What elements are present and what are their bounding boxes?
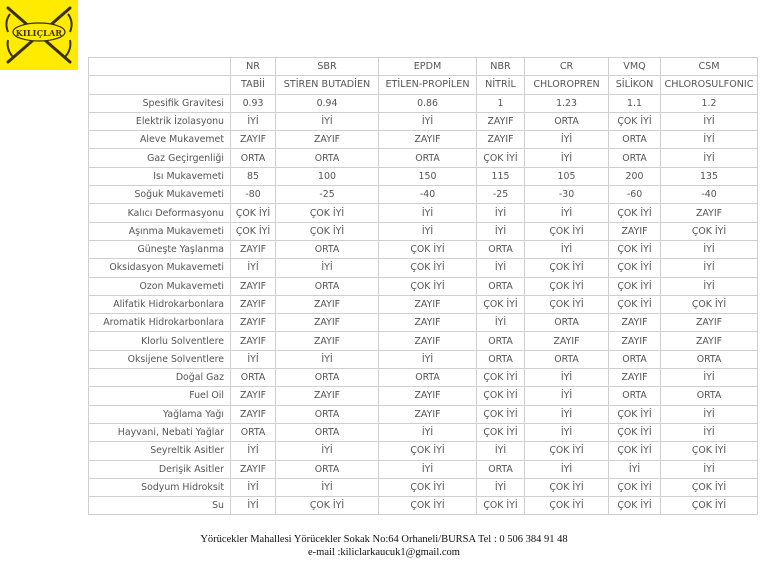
value-cell: İYİ (379, 460, 477, 478)
value-cell: İYİ (477, 314, 525, 332)
property-label: Yağlama Yağı (89, 405, 231, 423)
value-cell: ORTA (477, 277, 525, 295)
value-cell: -30 (525, 186, 609, 204)
property-label: Aromatik Hidrokarbonlara (89, 314, 231, 332)
value-cell: ORTA (231, 369, 276, 387)
header-codes-cell: NBR (477, 58, 525, 76)
value-cell: 0.86 (379, 94, 477, 112)
value-cell: İYİ (661, 369, 758, 387)
value-cell: ZAYIF (379, 387, 477, 405)
property-label: Klorlu Solventlere (89, 332, 231, 350)
table-row (89, 112, 758, 130)
value-cell: ÇOK İYİ (525, 295, 609, 313)
value-cell: ORTA (276, 240, 379, 258)
value-cell: ÇOK İYİ (609, 478, 661, 496)
value-cell: 115 (477, 167, 525, 185)
header-codes-cell: NR (231, 58, 276, 76)
table-row (89, 369, 758, 387)
value-cell: İYİ (525, 204, 609, 222)
value-cell: ORTA (661, 350, 758, 368)
property-label: Oksijene Solventlere (89, 350, 231, 368)
property-label: Seyreltik Asitler (89, 442, 231, 460)
value-cell: ÇOK İYİ (525, 442, 609, 460)
value-cell: İYİ (525, 460, 609, 478)
header-row-names (89, 76, 758, 94)
value-cell: ÇOK İYİ (609, 295, 661, 313)
value-cell: İYİ (661, 423, 758, 441)
property-label: Aleve Mukavemet (89, 131, 231, 149)
value-cell: İYİ (661, 131, 758, 149)
logo-text: KILIÇLAR (15, 28, 63, 38)
value-cell: ÇOK İYİ (477, 369, 525, 387)
value-cell: 1.2 (661, 94, 758, 112)
value-cell: ÇOK İYİ (276, 204, 379, 222)
table-row (89, 277, 758, 295)
value-cell: ÇOK İYİ (525, 277, 609, 295)
value-cell: ORTA (609, 149, 661, 167)
value-cell: ZAYIF (231, 332, 276, 350)
table-row (89, 94, 758, 112)
table-row (89, 350, 758, 368)
value-cell: 1 (477, 94, 525, 112)
header-names-cell: TABİİ (231, 76, 276, 94)
value-cell: -25 (477, 186, 525, 204)
value-cell: -60 (609, 186, 661, 204)
value-cell: ZAYIF (525, 332, 609, 350)
property-label: Doğal Gaz (89, 369, 231, 387)
value-cell: ZAYIF (661, 332, 758, 350)
value-cell: ÇOK İYİ (379, 277, 477, 295)
value-cell: ZAYIF (379, 405, 477, 423)
value-cell: ZAYIF (231, 314, 276, 332)
property-label: Ozon Mukavemeti (89, 277, 231, 295)
value-cell: ÇOK İYİ (477, 405, 525, 423)
table-row (89, 460, 758, 478)
table-row (89, 131, 758, 149)
value-cell: İYİ (231, 478, 276, 496)
value-cell: ZAYIF (231, 277, 276, 295)
table-row (89, 405, 758, 423)
value-cell: ÇOK İYİ (379, 442, 477, 460)
value-cell: İYİ (379, 204, 477, 222)
value-cell: İYİ (525, 131, 609, 149)
value-cell: -25 (276, 186, 379, 204)
header-corner-cell (89, 58, 231, 76)
value-cell: ZAYIF (231, 460, 276, 478)
value-cell: ORTA (276, 149, 379, 167)
value-cell: ZAYIF (231, 387, 276, 405)
table-row (89, 222, 758, 240)
property-label: Gaz Geçirgenliği (89, 149, 231, 167)
value-cell: ZAYIF (609, 332, 661, 350)
value-cell: ZAYIF (231, 405, 276, 423)
value-cell: İYİ (609, 460, 661, 478)
value-cell: ZAYIF (661, 204, 758, 222)
value-cell: ORTA (276, 405, 379, 423)
table-row (89, 332, 758, 350)
value-cell: ORTA (609, 350, 661, 368)
value-cell: ÇOK İYİ (477, 295, 525, 313)
value-cell: ÇOK İYİ (609, 442, 661, 460)
footer-email: e-mail :kiliclarkaucuk1@gmail.com (308, 547, 460, 558)
value-cell: ÇOK İYİ (609, 259, 661, 277)
header-row-codes (89, 58, 758, 76)
value-cell: ORTA (661, 387, 758, 405)
value-cell: ORTA (231, 423, 276, 441)
value-cell: ZAYIF (379, 332, 477, 350)
header-names-cell: CHLOROSULFONIC (661, 76, 758, 94)
table-row (89, 442, 758, 460)
header-codes-cell: VMQ (609, 58, 661, 76)
value-cell: -80 (231, 186, 276, 204)
value-cell: İYİ (477, 478, 525, 496)
value-cell: İYİ (231, 259, 276, 277)
value-cell: ORTA (379, 149, 477, 167)
table-row (89, 478, 758, 496)
value-cell: İYİ (525, 369, 609, 387)
value-cell: ORTA (477, 350, 525, 368)
value-cell: ZAYIF (609, 369, 661, 387)
value-cell: ÇOK İYİ (477, 423, 525, 441)
rubber-properties-table (88, 57, 758, 515)
value-cell: İYİ (276, 350, 379, 368)
value-cell: ÇOK İYİ (609, 240, 661, 258)
value-cell: ORTA (525, 112, 609, 130)
value-cell: ÇOK İYİ (525, 497, 609, 515)
value-cell: ZAYIF (379, 314, 477, 332)
value-cell: ORTA (609, 387, 661, 405)
property-label: Su (89, 497, 231, 515)
value-cell: ÇOK İYİ (661, 442, 758, 460)
value-cell: ORTA (525, 350, 609, 368)
value-cell: ORTA (379, 369, 477, 387)
value-cell: ORTA (609, 131, 661, 149)
property-label: Aşınma Mukavemeti (89, 222, 231, 240)
property-label: Oksidasyon Mukavemeti (89, 259, 231, 277)
value-cell: ÇOK İYİ (661, 497, 758, 515)
value-cell: ORTA (477, 240, 525, 258)
value-cell: ÇOK İYİ (609, 423, 661, 441)
property-label: Derişik Asitler (89, 460, 231, 478)
value-cell: 150 (379, 167, 477, 185)
value-cell: ZAYIF (661, 314, 758, 332)
value-cell: ORTA (276, 369, 379, 387)
header-codes-cell: EPDM (379, 58, 477, 76)
value-cell: ÇOK İYİ (276, 222, 379, 240)
value-cell: ORTA (477, 460, 525, 478)
header-names-cell: NİTRİL (477, 76, 525, 94)
value-cell: 105 (525, 167, 609, 185)
property-label: Sodyum Hidroksit (89, 478, 231, 496)
property-label: Isı Mukavemeti (89, 167, 231, 185)
value-cell: İYİ (661, 277, 758, 295)
value-cell: ÇOK İYİ (661, 222, 758, 240)
table-row (89, 240, 758, 258)
value-cell: ÇOK İYİ (609, 497, 661, 515)
value-cell: 85 (231, 167, 276, 185)
value-cell: İYİ (661, 240, 758, 258)
table-row (89, 497, 758, 515)
value-cell: İYİ (525, 240, 609, 258)
value-cell: ZAYIF (379, 131, 477, 149)
value-cell: İYİ (525, 149, 609, 167)
value-cell: İYİ (477, 259, 525, 277)
property-label: Elektrik İzolasyonu (89, 112, 231, 130)
value-cell: ÇOK İYİ (379, 478, 477, 496)
value-cell: İYİ (477, 222, 525, 240)
value-cell: ZAYIF (276, 295, 379, 313)
value-cell: ÇOK İYİ (379, 497, 477, 515)
value-cell: ÇOK İYİ (231, 204, 276, 222)
value-cell: ORTA (231, 149, 276, 167)
value-cell: ÇOK İYİ (661, 478, 758, 496)
value-cell: 1.1 (609, 94, 661, 112)
value-cell: ÇOK İYİ (525, 259, 609, 277)
value-cell: İYİ (661, 460, 758, 478)
value-cell: İYİ (525, 387, 609, 405)
table-row (89, 149, 758, 167)
value-cell: İYİ (661, 112, 758, 130)
value-cell: ORTA (276, 277, 379, 295)
value-cell: İYİ (661, 149, 758, 167)
value-cell: ZAYIF (231, 131, 276, 149)
value-cell: ZAYIF (276, 314, 379, 332)
value-cell: ORTA (525, 314, 609, 332)
value-cell: ÇOK İYİ (609, 204, 661, 222)
header-corner-cell (89, 76, 231, 94)
footer-address: Yörücekler Mahallesi Yörücekler Sokak No:64 Orhaneli/BURSA Tel : 0 506 384 91 48 (200, 534, 568, 545)
value-cell: ZAYIF (379, 295, 477, 313)
value-cell: ÇOK İYİ (379, 259, 477, 277)
header-names-cell: SİLİKON (609, 76, 661, 94)
value-cell: İYİ (477, 204, 525, 222)
value-cell: 1.23 (525, 94, 609, 112)
value-cell: ÇOK İYİ (609, 277, 661, 295)
value-cell: İYİ (231, 350, 276, 368)
table-row (89, 186, 758, 204)
value-cell: İYİ (379, 350, 477, 368)
value-cell: 0.93 (231, 94, 276, 112)
value-cell: İYİ (525, 405, 609, 423)
header-codes-cell: SBR (276, 58, 379, 76)
value-cell: ÇOK İYİ (609, 405, 661, 423)
value-cell: İYİ (276, 259, 379, 277)
header-names-cell: STİREN BUTADİEN (276, 76, 379, 94)
value-cell: ORTA (276, 460, 379, 478)
header-names-cell: CHLOROPREN (525, 76, 609, 94)
table-row (89, 314, 758, 332)
value-cell: İYİ (661, 405, 758, 423)
value-cell: -40 (661, 186, 758, 204)
table-row (89, 423, 758, 441)
header-names-cell: ETİLEN-PROPİLEN (379, 76, 477, 94)
value-cell: ÇOK İYİ (477, 149, 525, 167)
table-row (89, 259, 758, 277)
value-cell: İYİ (276, 478, 379, 496)
property-label: Güneşte Yaşlanma (89, 240, 231, 258)
property-label: Hayvani, Nebati Yağlar (89, 423, 231, 441)
company-logo (0, 0, 78, 70)
property-label: Kalıcı Deformasyonu (89, 204, 231, 222)
value-cell: ÇOK İYİ (379, 240, 477, 258)
header-codes-cell: CSM (661, 58, 758, 76)
value-cell: ORTA (477, 332, 525, 350)
value-cell: İYİ (661, 259, 758, 277)
property-label: Fuel Oil (89, 387, 231, 405)
value-cell: ZAYIF (609, 314, 661, 332)
value-cell: 100 (276, 167, 379, 185)
value-cell: İYİ (379, 423, 477, 441)
table-row (89, 167, 758, 185)
table-row (89, 295, 758, 313)
value-cell: İYİ (276, 112, 379, 130)
value-cell: ÇOK İYİ (525, 478, 609, 496)
value-cell: ORTA (276, 423, 379, 441)
value-cell: ÇOK İYİ (477, 387, 525, 405)
table-row (89, 387, 758, 405)
value-cell: ÇOK İYİ (525, 222, 609, 240)
property-label: Spesifik Gravitesi (89, 94, 231, 112)
value-cell: ZAYIF (609, 222, 661, 240)
value-cell: İYİ (276, 442, 379, 460)
value-cell: ZAYIF (231, 240, 276, 258)
value-cell: 135 (661, 167, 758, 185)
value-cell: İYİ (231, 497, 276, 515)
property-label: Soğuk Mukavemeti (89, 186, 231, 204)
value-cell: 0.94 (276, 94, 379, 112)
value-cell: ZAYIF (477, 112, 525, 130)
header-codes-cell: CR (525, 58, 609, 76)
value-cell: İYİ (525, 423, 609, 441)
value-cell: İYİ (477, 442, 525, 460)
value-cell: ÇOK İYİ (231, 222, 276, 240)
value-cell: İYİ (379, 222, 477, 240)
property-label: Alifatik Hidrokarbonlara (89, 295, 231, 313)
value-cell: ÇOK İYİ (477, 497, 525, 515)
value-cell: ÇOK İYİ (609, 112, 661, 130)
value-cell: ZAYIF (276, 131, 379, 149)
table-row (89, 204, 758, 222)
value-cell: 200 (609, 167, 661, 185)
value-cell: İYİ (379, 112, 477, 130)
value-cell: ZAYIF (231, 295, 276, 313)
value-cell: ZAYIF (477, 131, 525, 149)
value-cell: ÇOK İYİ (276, 497, 379, 515)
value-cell: ÇOK İYİ (661, 295, 758, 313)
value-cell: İYİ (231, 442, 276, 460)
value-cell: -40 (379, 186, 477, 204)
value-cell: ZAYIF (276, 387, 379, 405)
value-cell: ZAYIF (276, 332, 379, 350)
value-cell: İYİ (231, 112, 276, 130)
